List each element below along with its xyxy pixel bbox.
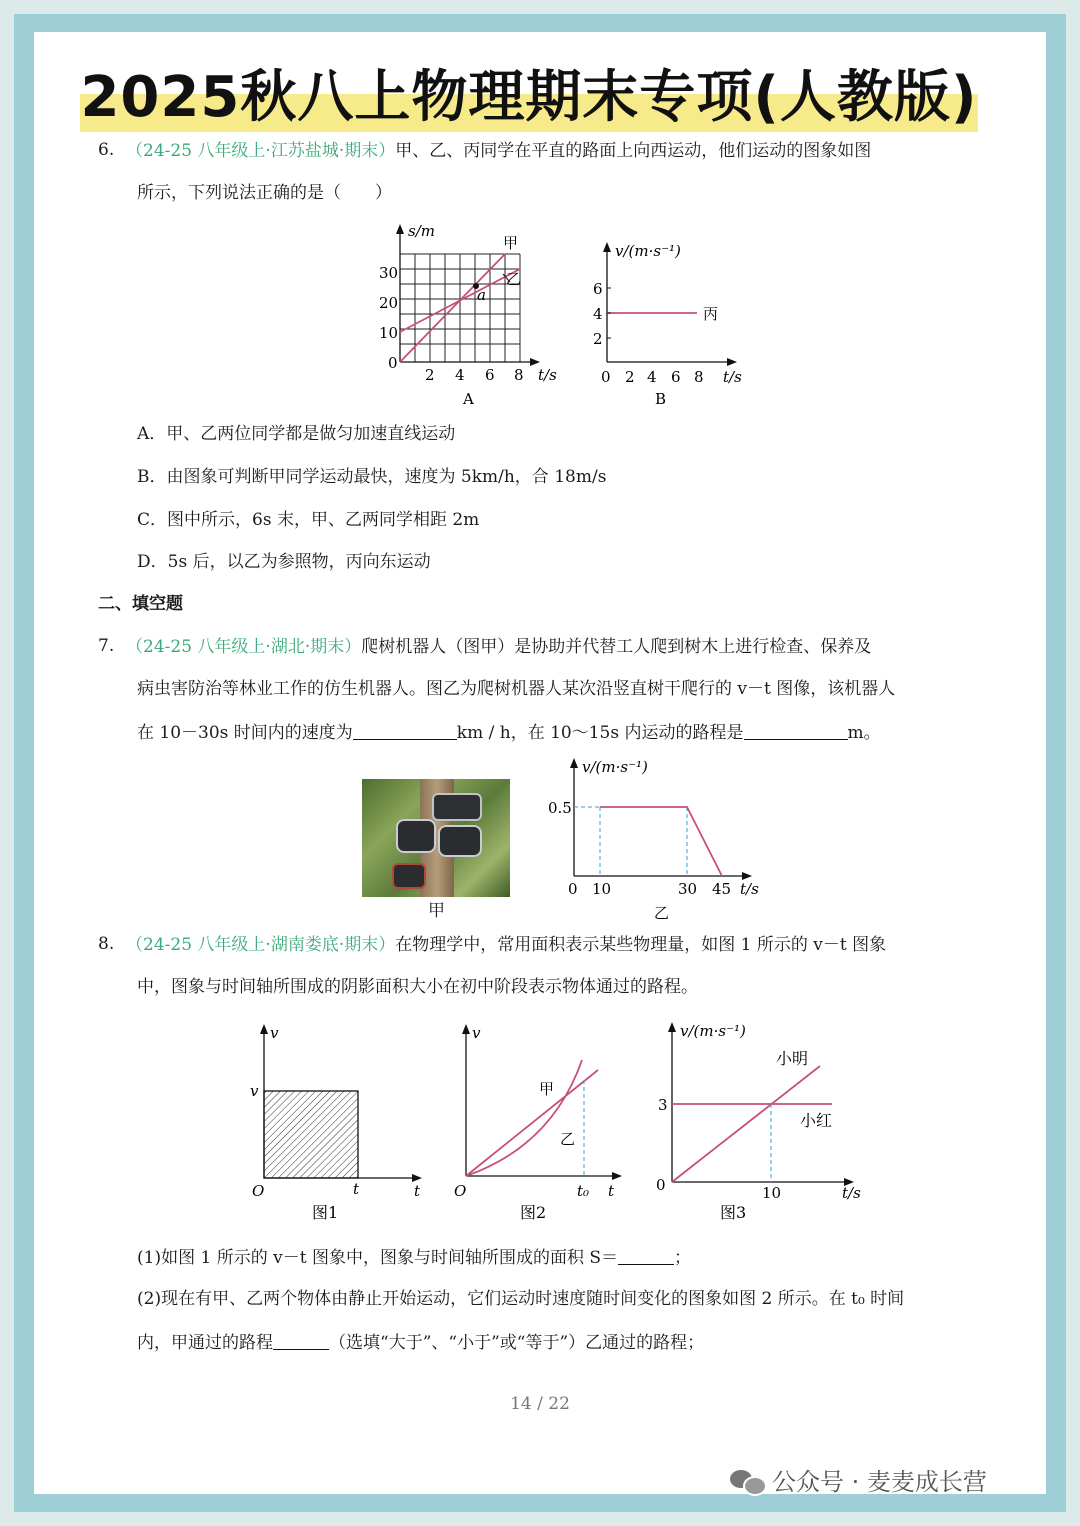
q7-text3a: 在 10－30s 时间内的速度为	[137, 723, 353, 743]
q6-option-c: C．图中所示，6s 末，甲、乙两同学相距 2m	[137, 510, 480, 530]
q8-source: （24-25 八年级上·湖南娄底·期末）	[126, 935, 396, 955]
q7-text3b: km / h，在 10～15s 内运动的路程是	[456, 723, 744, 743]
q8-fig2-origin: O	[454, 1182, 467, 1200]
q8-fig2-line-jia	[466, 1070, 598, 1176]
q6-label-jia: 甲	[503, 234, 519, 252]
q8-fig2-vlabel: v	[472, 1024, 481, 1042]
q6-graph-a-ytick-30: 30	[379, 264, 399, 282]
q8-fig1-ttick: t	[353, 1180, 360, 1198]
q8-fig3-label-xiaohong: 小红	[800, 1111, 833, 1130]
q6-graph-a-ytick-0: 0	[388, 354, 398, 372]
q6-graph-b-x-arrow	[727, 358, 737, 366]
q8-fig1-vtick: v	[250, 1082, 259, 1100]
q6-graph-a-ytick-10: 10	[379, 324, 399, 342]
q6-graph-b-y-arrow	[603, 242, 611, 252]
q8-fig3	[650, 1014, 865, 1228]
q8-sub1	[137, 1246, 691, 1269]
q6-graph-b-caption: B	[655, 390, 667, 408]
q6-graph-a-ytick-20: 20	[379, 294, 399, 312]
q8-sub1-end: ；	[674, 1248, 691, 1268]
q8-sub2-line1: (2)现在有甲、乙两个物体由静止开始运动，它们运动时速度随时间变化的图象如图 2 所示。在 t₀ 时间	[137, 1289, 905, 1309]
q8-fig1-caption: 图1	[312, 1203, 339, 1222]
q8-blank-area[interactable]	[618, 1246, 674, 1265]
q8-fig3-vlabel: v/(m·s⁻¹)	[680, 1022, 746, 1040]
q6-graph-b-xlabel: t/s	[723, 368, 742, 386]
q6-graph-b-ylabel: v/(m·s⁻¹)	[615, 242, 681, 260]
q7-graph-xtick-10: 10	[592, 880, 612, 898]
q6-graph-a-xtick-6: 6	[485, 366, 495, 384]
q8-fig2-label-jia: 甲	[539, 1080, 555, 1098]
q7-line1	[126, 636, 871, 658]
q8-sub2-end: （选填“大于”、“小于”或“等于”）乙通过的路程；	[329, 1333, 705, 1353]
q6-text1: 甲、乙、丙同学在平直的路面上向西运动，他们运动的图象如图	[395, 141, 872, 161]
q6-graph-a-xtick-8: 8	[514, 366, 524, 384]
q7-graph-xtick-0: 0	[568, 880, 578, 898]
q8-fig3-xtick: 10	[762, 1184, 782, 1202]
q6-label-yi: 乙	[506, 270, 522, 288]
q6-graph-a-y-arrow	[396, 224, 404, 234]
q8-fig3-v-arrow	[668, 1022, 676, 1032]
q8-fig3-line-xiaoming	[672, 1066, 820, 1182]
q8-fig1	[240, 1018, 435, 1228]
q6-label-bing: 丙	[703, 305, 719, 323]
watermark-text: 公众号 · 麦麦成长营	[772, 1468, 987, 1496]
q6-graph-b-xtick-2: 2	[625, 368, 635, 386]
q7-vt-graph	[540, 752, 770, 922]
q8-sub1-text: (1)如图 1 所示的 v－t 图象中，图象与时间轴所围成的面积 S＝	[137, 1248, 618, 1268]
robot-part-left	[396, 819, 436, 853]
q7-graph-ylabel: v/(m·s⁻¹)	[582, 758, 648, 776]
q8-fig3-label-xiaoming: 小明	[776, 1049, 809, 1068]
q6-graph-b-ytick-6: 6	[593, 280, 603, 298]
q8-fig1-tlabel: t	[414, 1182, 421, 1200]
q7-line3	[137, 721, 881, 744]
q6-label-a: a	[477, 286, 486, 304]
q6-graph-a	[370, 222, 570, 412]
q8-fig2-curve-yi	[466, 1060, 582, 1176]
q7-graph-x-arrow	[742, 872, 752, 880]
robot-part-top	[432, 793, 482, 821]
q8-number: 8.	[98, 934, 115, 954]
q7-graph-xlabel: t/s	[740, 880, 759, 898]
q6-line1	[126, 140, 871, 162]
wechat-icon	[730, 1468, 764, 1494]
q8-blank-compare[interactable]	[273, 1331, 329, 1350]
q7-velocity-line	[600, 807, 722, 876]
robot-part-right	[438, 825, 482, 857]
q8-fig2	[442, 1018, 632, 1228]
q7-robot-photo	[362, 779, 510, 897]
q7-graph-xtick-30: 30	[678, 880, 698, 898]
q8-fig2-t-arrow	[612, 1172, 622, 1180]
q6-line2: 所示，下列说法正确的是（ ）	[137, 183, 392, 203]
q8-sub2-line2	[137, 1331, 704, 1354]
q8-fig3-xlabel: t/s	[842, 1184, 861, 1202]
q6-graph-a-grid	[400, 254, 520, 362]
q8-fig1-vlabel: v	[270, 1024, 279, 1042]
q6-graph-a-x-arrow	[530, 358, 540, 366]
q6-option-b: B．由图象可判断甲同学运动最快，速度为 5km/h，合 18m/s	[137, 467, 607, 487]
q8-line1	[126, 934, 886, 956]
q8-fig1-origin: O	[252, 1182, 265, 1200]
page-title: 2025秋八上物理期末专项(人教版)	[80, 65, 978, 130]
q7-photo-caption: 甲	[428, 901, 445, 921]
q8-fig2-ttick: t₀	[577, 1182, 590, 1200]
q6-graph-b-ytick-4: 4	[593, 305, 603, 323]
q8-text1: 在物理学中，常用面积表示某些物理量，如图 1 所示的 v－t 图象	[395, 935, 887, 955]
q6-graph-b-xtick-4: 4	[647, 368, 657, 386]
robot-part-bottom	[392, 863, 426, 889]
q6-graph-a-xtick-2: 2	[425, 366, 435, 384]
q7-number: 7.	[98, 636, 115, 656]
section-heading-fill-blank: 二、填空题	[98, 594, 183, 614]
q6-graph-a-xtick-4: 4	[455, 366, 465, 384]
q6-number: 6.	[98, 140, 115, 160]
q8-fig1-shaded-area	[264, 1091, 358, 1178]
q8-fig2-v-arrow	[462, 1024, 470, 1034]
q8-sub2-text: 内，甲通过的路程	[137, 1333, 273, 1353]
q6-graph-b	[585, 236, 760, 412]
q6-graph-a-caption: A	[463, 390, 474, 408]
watermark	[730, 1462, 987, 1497]
q7-graph-caption: 乙	[654, 904, 670, 922]
q6-source: （24-25 八年级上·江苏盐城·期末）	[126, 141, 396, 161]
q7-blank-speed[interactable]	[353, 721, 457, 740]
q8-fig2-label-yi: 乙	[560, 1130, 576, 1148]
q6-graph-b-xtick-6: 6	[671, 368, 681, 386]
q8-fig3-origin: 0	[656, 1176, 666, 1194]
q8-fig2-caption: 图2	[520, 1203, 547, 1222]
q8-fig2-tlabel: t	[608, 1182, 615, 1200]
q8-line2: 中，图象与时间轴所围成的阴影面积大小在初中阶段表示物体通过的路程。	[137, 977, 698, 997]
q7-text3c: m。	[847, 723, 881, 743]
q7-line2: 病虫害防治等林业工作的仿生机器人。图乙为爬树机器人某次沿竖直树干爬行的 v－t 图像，该机器人	[137, 679, 896, 699]
q8-fig1-v-arrow	[260, 1024, 268, 1034]
q6-option-d: D．5s 后，以乙为参照物，丙向东运动	[137, 552, 431, 572]
q7-graph-xtick-45: 45	[712, 880, 732, 898]
q6-graph-b-xtick-8: 8	[694, 368, 704, 386]
q7-blank-distance[interactable]	[744, 721, 848, 740]
q6-graph-b-ytick-2: 2	[593, 330, 603, 348]
q8-fig3-caption: 图3	[720, 1203, 747, 1222]
q7-graph-ytick: 0.5	[548, 799, 572, 817]
q7-graph-y-arrow	[570, 758, 578, 768]
q6-option-a: A．甲、乙两位同学都是做匀加速直线运动	[137, 424, 456, 444]
q8-fig3-ytick: 3	[658, 1096, 668, 1114]
q7-source: （24-25 八年级上·湖北·期末）	[126, 637, 362, 657]
page-number: 14 / 22	[510, 1394, 570, 1414]
q8-fig1-t-arrow	[412, 1174, 422, 1182]
q6-graph-b-xtick-0: 0	[601, 368, 611, 386]
q6-graph-a-ylabel: s/m	[408, 222, 435, 240]
q6-line-jia	[400, 254, 505, 362]
q7-text1: 爬树机器人（图甲）是协助并代替工人爬到树木上进行检查、保养及	[361, 637, 872, 657]
q6-graph-a-xlabel: t/s	[538, 366, 557, 384]
